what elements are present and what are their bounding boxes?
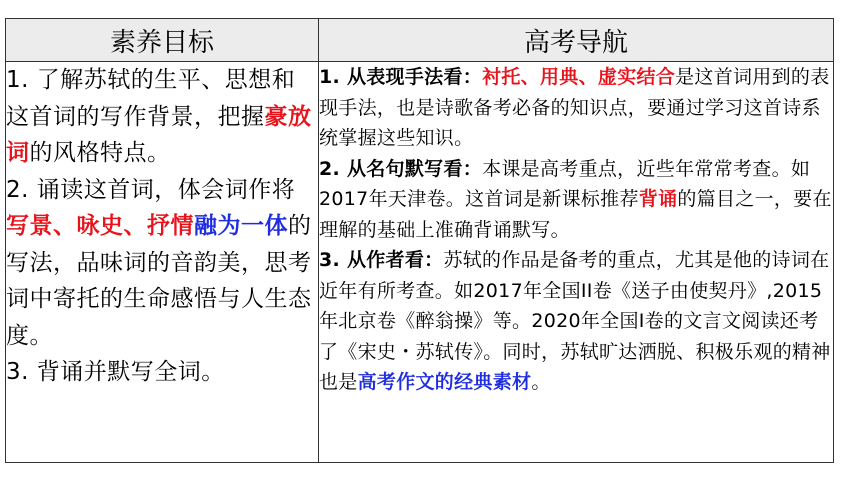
goal-2-text: 诵读这首词，体会词作将: [28, 176, 296, 203]
header-literacy-goals: 素养目标: [6, 19, 319, 62]
exam-guide-text: [319, 62, 833, 398]
point-3-text: 苏轼的作品是备考的重点，尤其是他的诗词在近年有所考查。如: [319, 249, 830, 302]
point-3-text-b: 年全国: [522, 279, 581, 302]
goal-2-text-end: 的写法，品味词的音韵美，思考词中寄托的生命感悟与人生态度。: [6, 213, 312, 349]
point-3-year-3: 2020: [531, 310, 581, 332]
point-3-text-f: 卷的文言文阅读还考了《宋史・苏轼传》。同时，苏轼旷达洒脱、积极乐观的精神也是: [319, 310, 831, 393]
point-3-year-1: 2017: [473, 279, 523, 302]
point-1-separator-2: 、: [578, 66, 598, 88]
point-2-text: 本课是高考重点，近些年常常考查。如: [482, 157, 811, 180]
point-1-heading: 1. 从表现手法看：: [319, 66, 483, 88]
content-row: [6, 62, 834, 463]
goals-table: [5, 18, 834, 463]
goal-1-highlight: 豪放词: [6, 103, 312, 166]
point-3-heading: 3. 从作者看：: [319, 249, 444, 271]
point-1-highlight-allusion: 用典: [539, 66, 579, 88]
point-3-text-end: 。: [531, 371, 551, 393]
literacy-goals-cell: [6, 62, 319, 463]
literacy-goals-text: [6, 62, 318, 391]
goal-2-highlight-blue: 融为一体: [194, 213, 288, 239]
header-row: [6, 19, 834, 62]
goal-3-text: 背诵并默写全词。: [28, 359, 225, 385]
point-3-year-2: ,2015: [766, 279, 823, 302]
goal-1-text: 了解苏轼的生平、思想和这首词的写作背景，把握: [6, 67, 296, 130]
point-3-text-d: 年北京卷《醉翁操》等。: [319, 310, 532, 332]
header-exam-guide: 高考导航: [319, 19, 834, 62]
goal-2-highlight-red: 写景、咏史、抒情: [6, 213, 194, 239]
point-2-heading: 2. 从名句默写看：: [319, 157, 483, 180]
point-1-highlight-virtual-real: 虚实结合: [597, 66, 676, 88]
point-3-highlight-essay-material: 高考作文的经典素材: [357, 371, 532, 393]
point-1-highlight-contrast: 衬托: [482, 66, 521, 88]
point-1-text: 是这首词用到的表现手法，也是诗歌备考必备的知识点，要通过学习这首诗系统掌握这些知识。: [319, 66, 830, 149]
point-2-highlight-recite: 背诵: [638, 188, 678, 210]
point-3-text-e: 年全国: [580, 310, 639, 332]
point-1-separator: 、: [520, 66, 540, 88]
goal-1-text-end: 的风格特点。: [29, 140, 171, 166]
goal-3-number: 3.: [6, 359, 29, 385]
point-3-roman-1: II: [580, 279, 593, 302]
goal-1-number: 1.: [6, 67, 29, 93]
exam-guide-cell: [319, 62, 834, 463]
point-3-roman-2: I: [638, 310, 645, 332]
point-2-text-b: 年天津卷。这首词是新课标推荐: [368, 188, 639, 210]
point-3-text-c: 卷《送子由使契丹》: [592, 279, 767, 302]
point-2-year: 2017: [319, 188, 369, 210]
point-2-text-c: 的篇目之一，要在理解的基础上准确背诵默写。: [319, 188, 832, 241]
goal-2-number: 2.: [6, 176, 29, 203]
